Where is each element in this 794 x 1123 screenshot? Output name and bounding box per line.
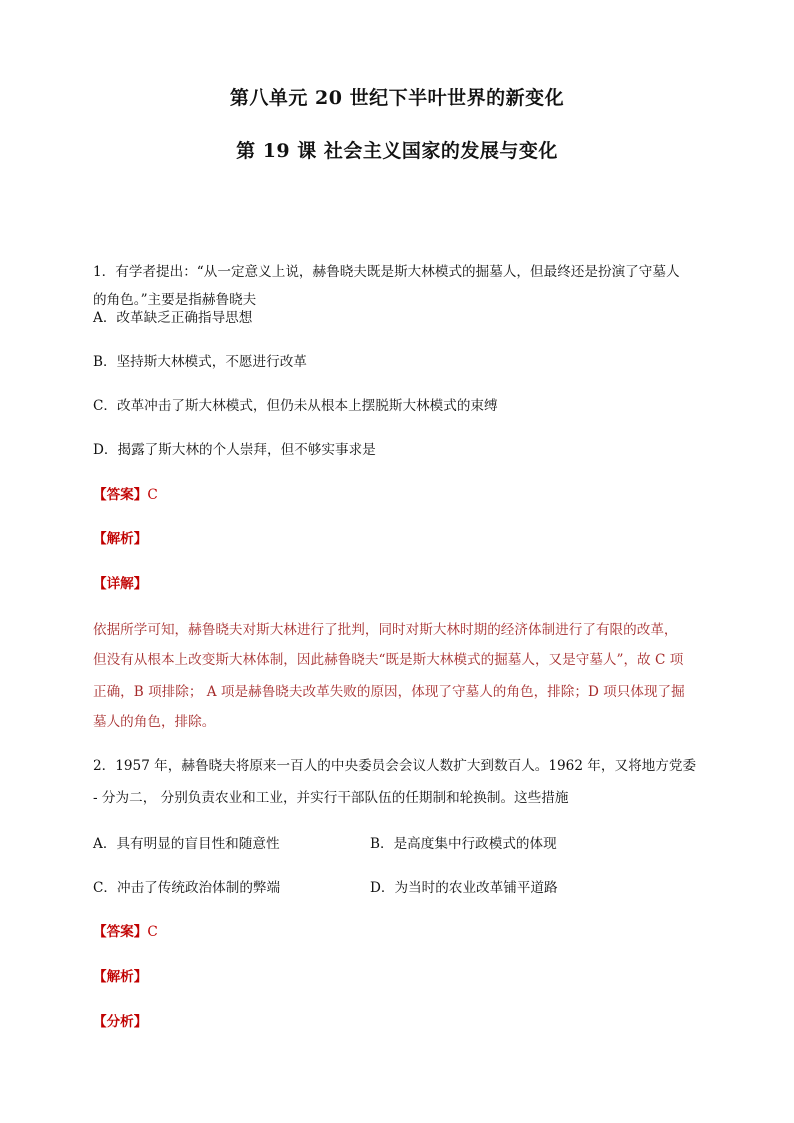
q2-answer-label: 【答案】 [93, 924, 148, 940]
q1-analysis-label: 【解析】 [93, 531, 148, 547]
q2-answer-value: C [147, 924, 158, 940]
q1-option-a: A．改革缺乏正确指导思想 [93, 310, 253, 326]
q2-stem-line-1: 2．1957 年，赫鲁晓夫将原来一百人的中央委员会会议人数扩大到数百人。1962 年，又将地方党委 [93, 758, 697, 774]
q2-fenxi-label: 【分析】 [93, 1014, 148, 1030]
q1-detail-label: 【详解】 [93, 576, 148, 592]
lesson-title: 第 19 课 社会主义国家的发展与变化 [236, 140, 558, 162]
q1-detail-line-2: 但没有从根本上改变斯大林体制，因此赫鲁晓夫“既是斯大林模式的掘墓人，又是守墓人”，故 C 项 [93, 652, 684, 668]
q2-option-d: D．为当时的农业改革铺平道路 [370, 880, 558, 896]
q2-analysis-label: 【解析】 [93, 969, 148, 985]
q1-answer [93, 485, 705, 505]
q1-stem-line-1: 1．有学者提出：“从一定意义上说，赫鲁晓夫既是斯大林模式的掘墓人，但最终还是扮演了守墓人 [93, 264, 680, 280]
q1-option-d: D．揭露了斯大林的个人崇拜，但不够实事求是 [93, 442, 376, 458]
q1-option-c: C．改革冲击了斯大林模式，但仍未从根本上摆脱斯大林模式的束缚 [93, 398, 498, 414]
q2-option-b: B．是高度集中行政模式的体现 [370, 836, 557, 852]
unit-title: 第八单元 20 世纪下半叶世界的新变化 [229, 87, 565, 109]
q1-detail-line-4: 墓人的角色，排除。 [93, 714, 216, 730]
q2-stem-line-2: - 分为二， 分别负责农业和工业，并实行干部队伍的任期制和轮换制。这些措施 [93, 790, 569, 806]
q1-detail-line-1: 依据所学可知，赫鲁晓夫对斯大林进行了批判，同时对斯大林时期的经济体制进行了有限的改革， [93, 622, 678, 638]
q1-stem-line-2: 的角色。”主要是指赫鲁晓夫 [93, 292, 257, 308]
q1-answer-label: 【答案】 [93, 487, 148, 503]
q1-answer-value: C [147, 487, 158, 503]
q1-option-b: B．坚持斯大林模式，不愿进行改革 [93, 354, 307, 370]
q2-option-a: A．具有明显的盲目性和随意性 [93, 836, 280, 852]
q1-detail-line-3: 正确，B 项排除； A 项是赫鲁晓夫改革失败的原因，体现了守墓人的角色，排除；D 项只体现了掘 [93, 684, 685, 700]
q2-option-c: C．冲击了传统政治体制的弊端 [93, 880, 281, 896]
q2-answer [93, 922, 705, 942]
